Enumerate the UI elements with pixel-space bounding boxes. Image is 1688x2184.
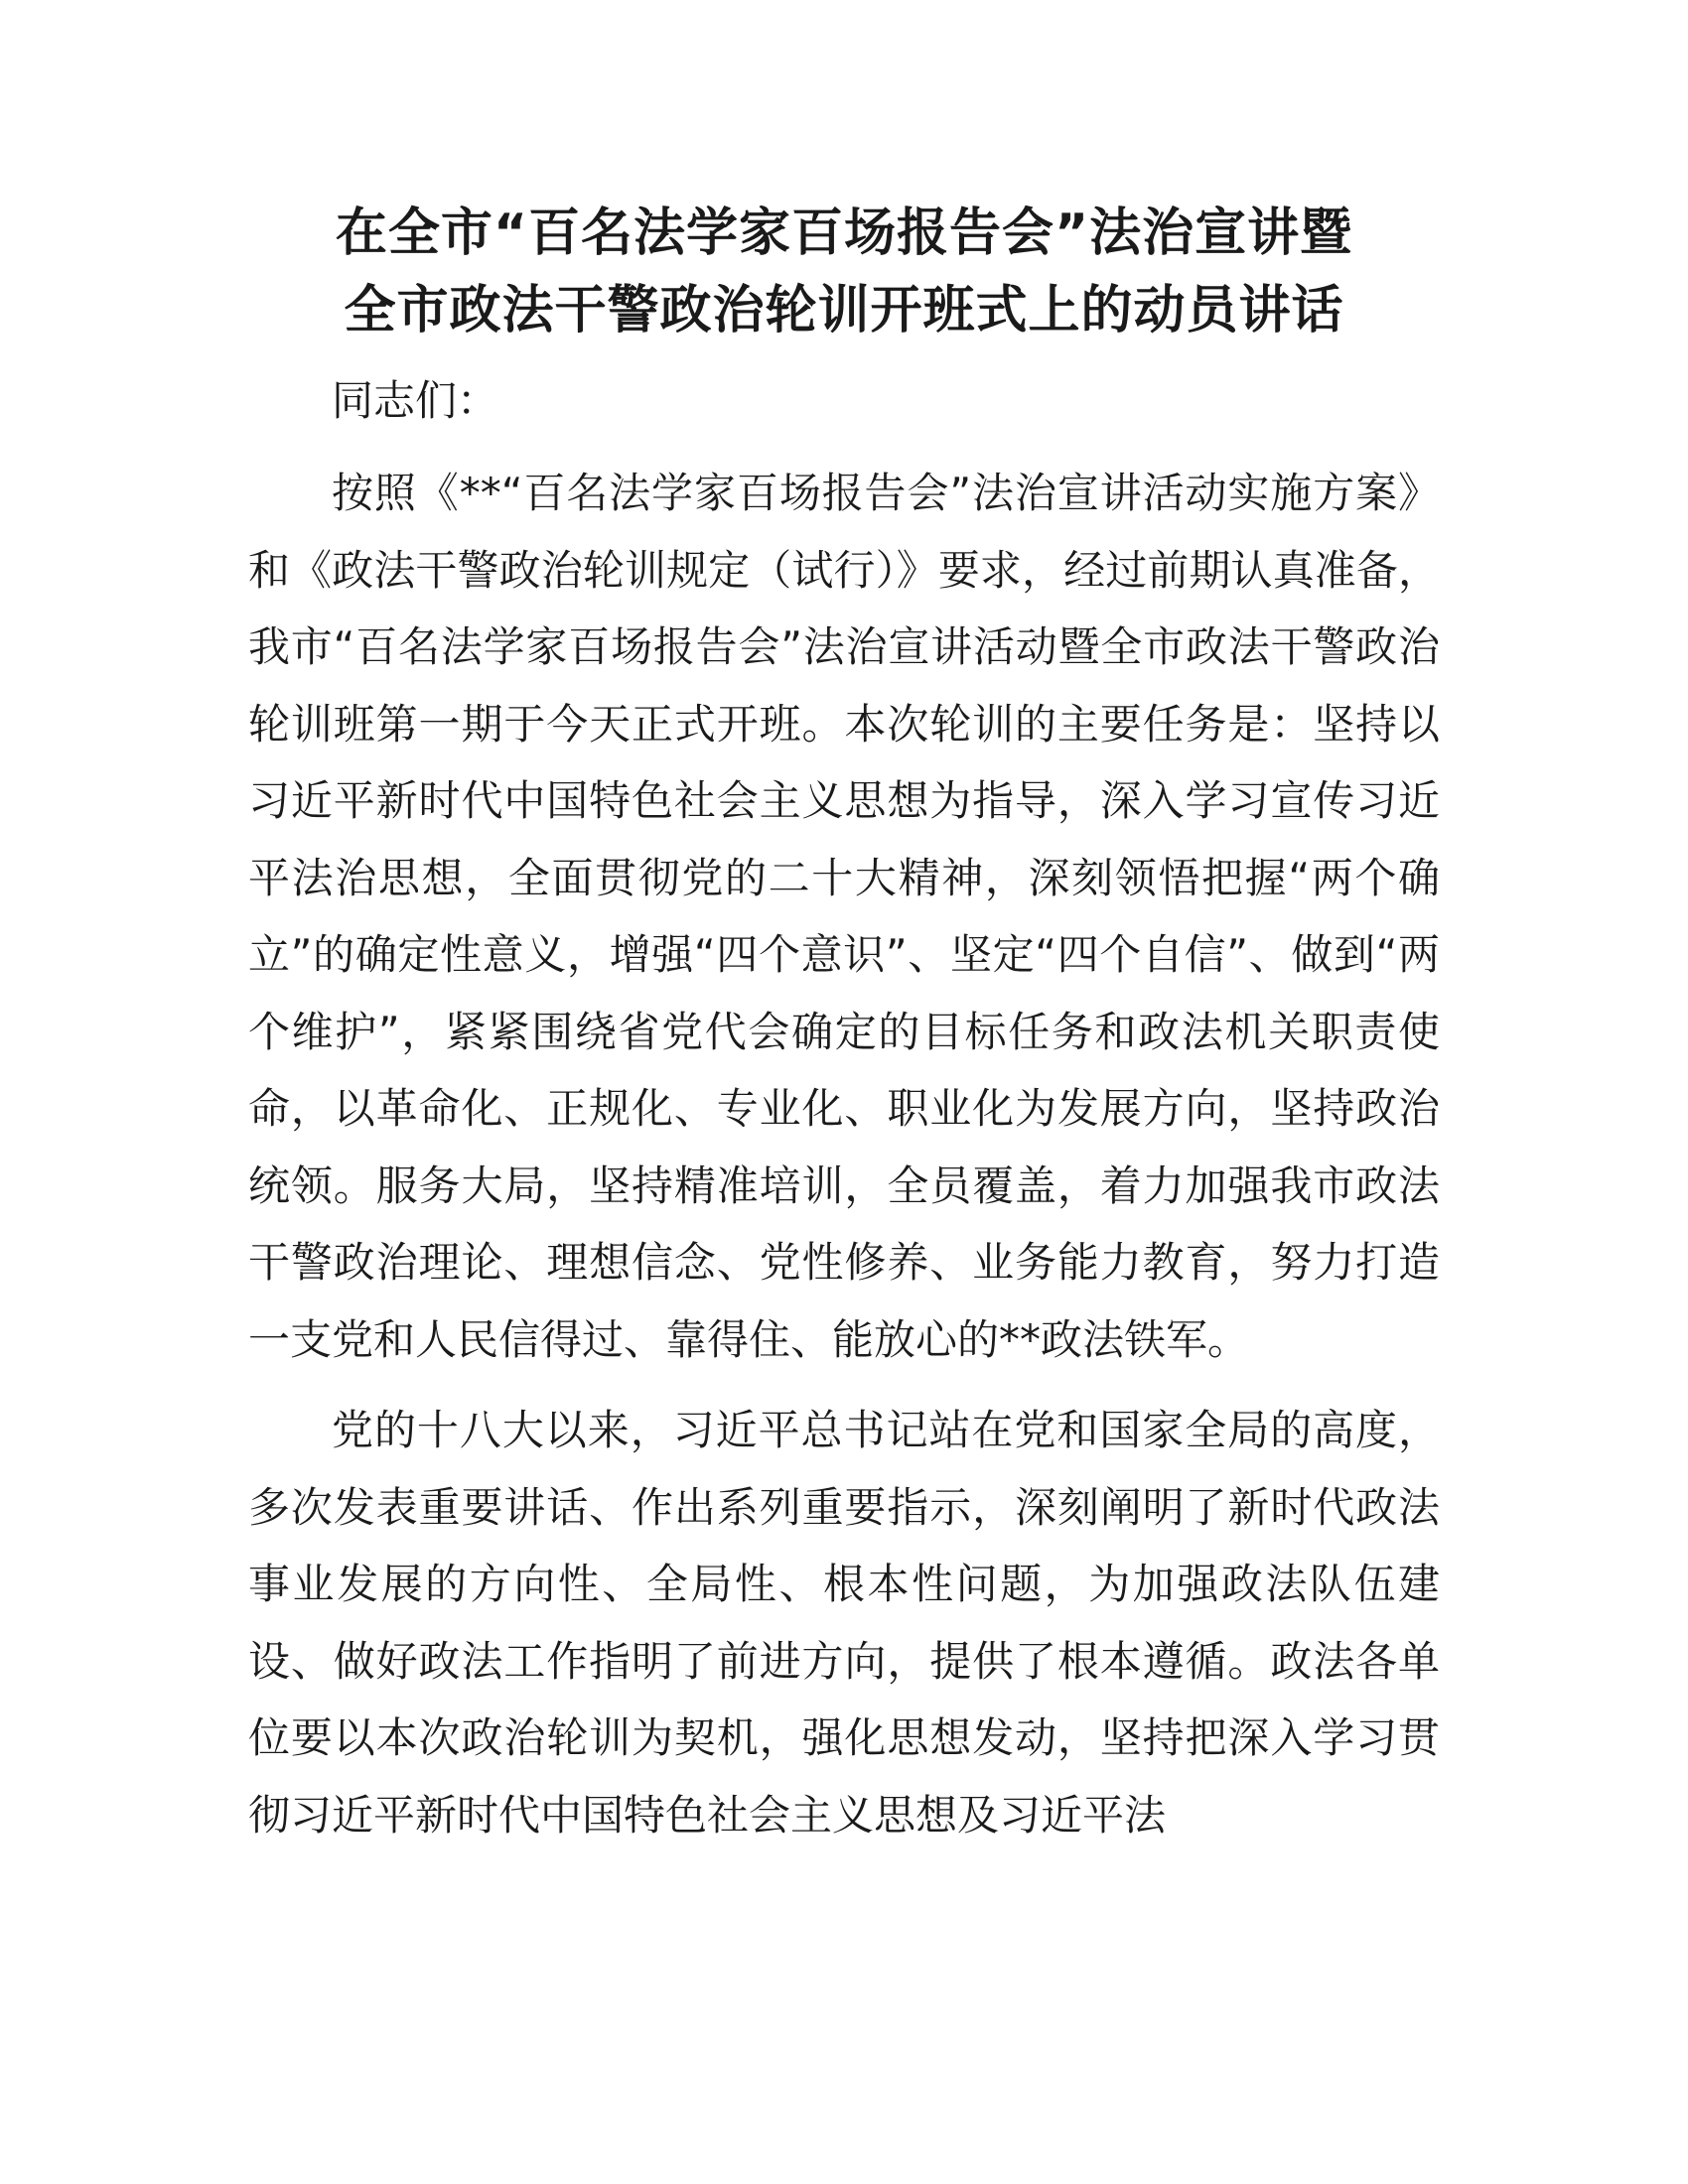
paragraph-1: 按照《**“百名法学家百场报告会”法治宣讲活动实施方案》和《政法干警政治轮训规定（试行）》要求，经过前期认真准备，我市“百名法学家百场报告会”法治宣讲活动暨全市政法干警政治轮训班第一期于今天正式开班。本次轮训的主要任务是：坚持以习近平新时代中国特色社会主义思想为指导，深入学习宣传习近平法治思想，全面贯彻党的二十大精神，深刻领悟把握“两个确立”的确定性意义，增强“四个意识”、坚定“四个自信”、做到“两个维护”，紧紧围绕省党代会确定的目标任务和政法机关职责使命，以革命化、正规化、专业化、职业化为发展方向，坚持政治统领。服务大局，坚持精准培训，全员覆盖，着力加强我市政法干警政治理论、理想信念、党性修养、业务能力教育，努力打造一支党和人民信得过、靠得住、能放心的**政法铁军。 [248,469,1440,1364]
paragraph-2: 党的十八大以来，习近平总书记站在党和国家全局的高度，多次发表重要讲话、作出系列重要指示，深刻阐明了新时代政法事业发展的方向性、全局性、根本性问题，为加强政法队伍建设、做好政法工作指明了前进方向，提供了根本遵循。政法各单位要以本次政治轮训为契机，强化思想发动，坚持把深入学习贯彻习近平新时代中国特色社会主义思想及习近平法 [248,1406,1440,1840]
salutation: 同志们： [332,376,499,425]
document-page [248,195,1440,1853]
document-title [248,195,1440,349]
title-line-1: 在全市“百名法学家百场报告会”法治宣讲暨 [335,204,1353,263]
title-line-2: 全市政法干警政治轮训开班式上的动员讲话 [344,281,1344,341]
